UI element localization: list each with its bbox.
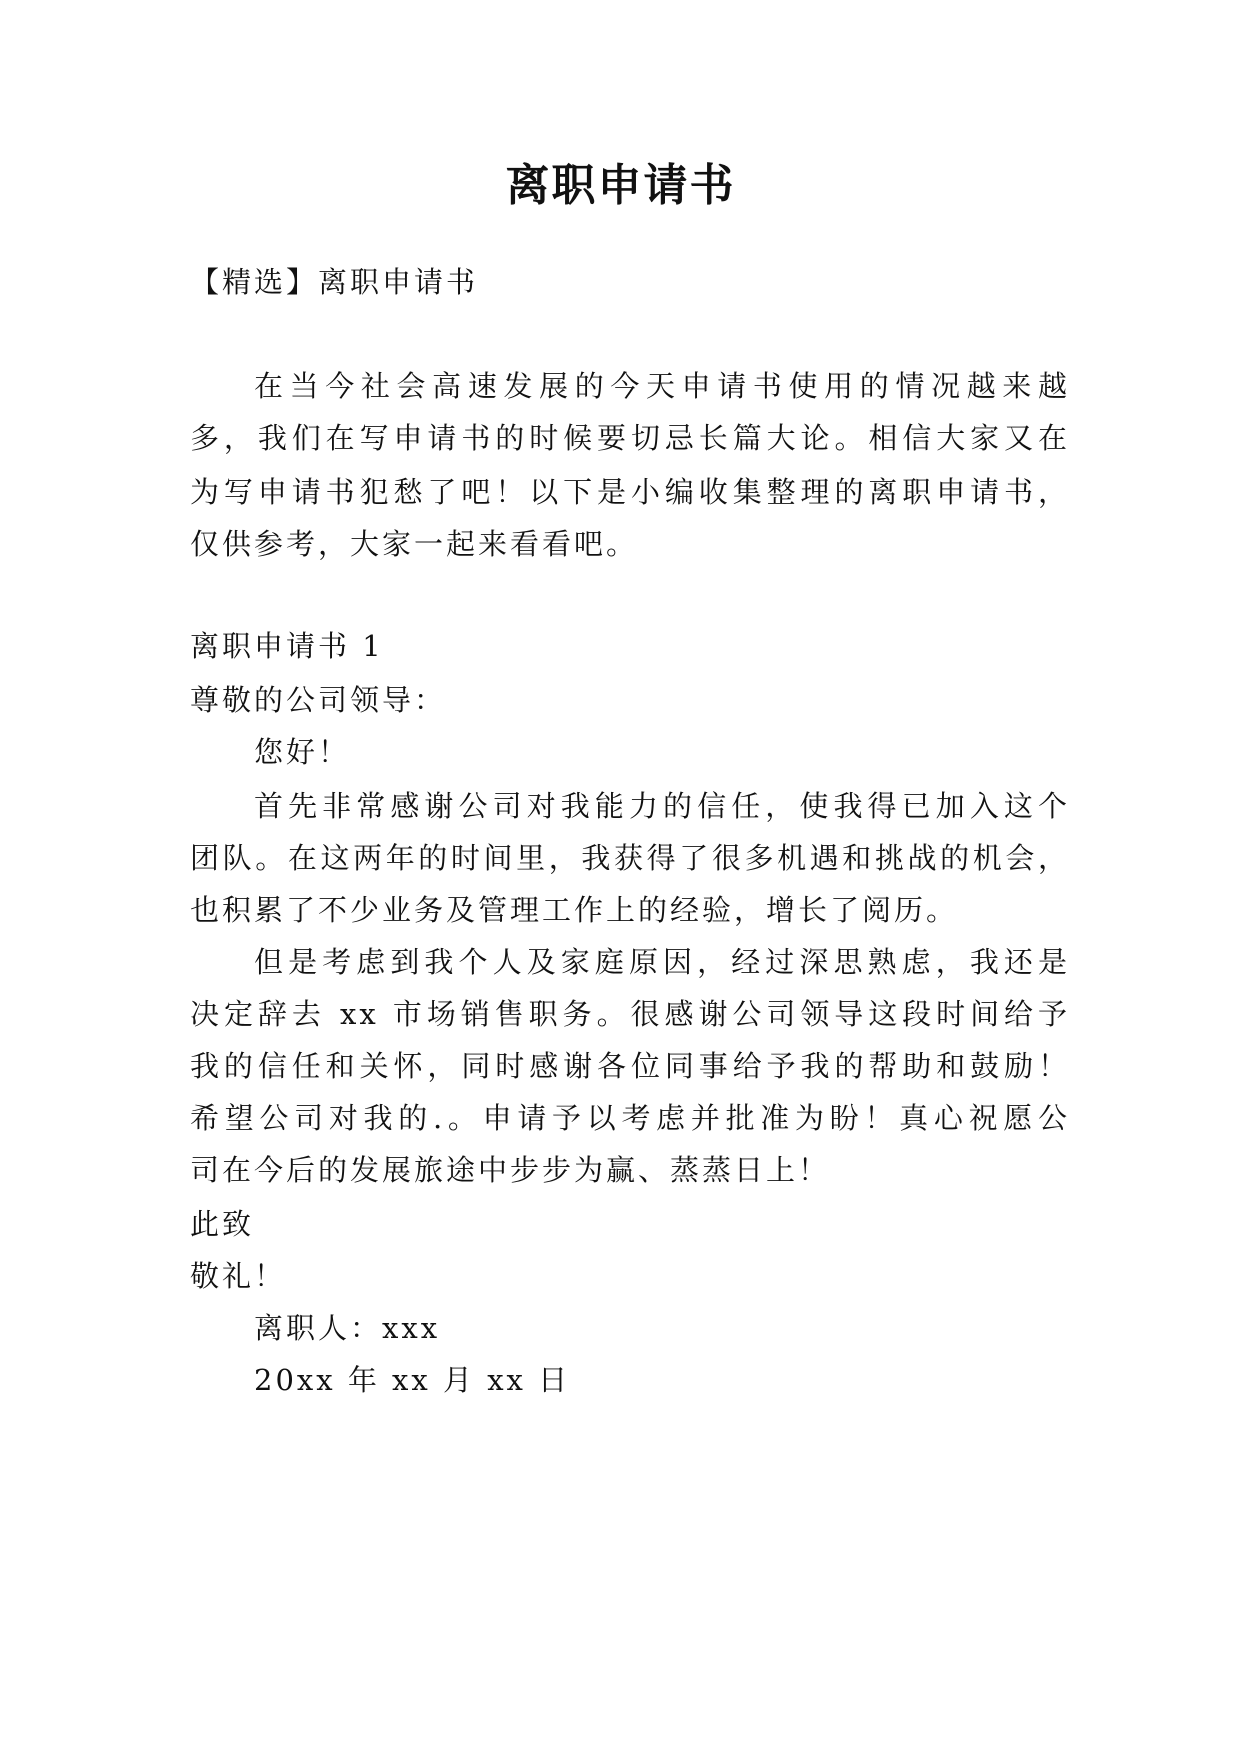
document-title: 离职申请书 [505, 160, 736, 211]
intro-line: 为写申请书犯愁了吧！以下是小编收集整理的离职申请书， [190, 475, 1070, 509]
salutation: 尊敬的公司领导： [190, 683, 447, 717]
letter-heading: 离职申请书 1 [190, 629, 384, 663]
subtitle: 【精选】离职申请书 [190, 265, 479, 299]
intro-line: 仅供参考，大家一起来看看吧。 [190, 527, 639, 561]
paragraph-line: 但是考虑到我个人及家庭原因，经过深思熟虑，我还是 [254, 945, 1070, 979]
paragraph-line: 团队。在这两年的时间里，我获得了很多机遇和挑战的机会， [190, 841, 1070, 875]
signer-line: 离职人：xxx [254, 1311, 441, 1345]
paragraph-line: 也积累了不少业务及管理工作上的经验，增长了阅历。 [190, 893, 959, 927]
paragraph-line: 首先非常感谢公司对我能力的信任，使我得已加入这个 [254, 789, 1070, 823]
paragraph-line: 我的信任和关怀，同时感谢各位同事给予我的帮助和鼓励！ [190, 1049, 1070, 1083]
paragraph-line: 决定辞去 xx 市场销售职务。很感谢公司领导这段时间给予 [190, 997, 1070, 1031]
paragraph-line: 希望公司对我的.。申请予以考虑并批准为盼！真心祝愿公 [190, 1101, 1070, 1135]
paragraph-line: 司在今后的发展旅途中步步为赢、蒸蒸日上！ [190, 1153, 831, 1187]
date-line: 20xx 年 xx 月 xx 日 [254, 1363, 571, 1397]
closing-line: 敬礼！ [190, 1259, 287, 1293]
intro-line: 在当今社会高速发展的今天申请书使用的情况越来越 [254, 369, 1070, 403]
intro-line: 多，我们在写申请书的时候要切忌长篇大论。相信大家又在 [190, 421, 1070, 455]
closing-line: 此致 [190, 1207, 255, 1241]
greeting: 您好！ [254, 735, 351, 769]
